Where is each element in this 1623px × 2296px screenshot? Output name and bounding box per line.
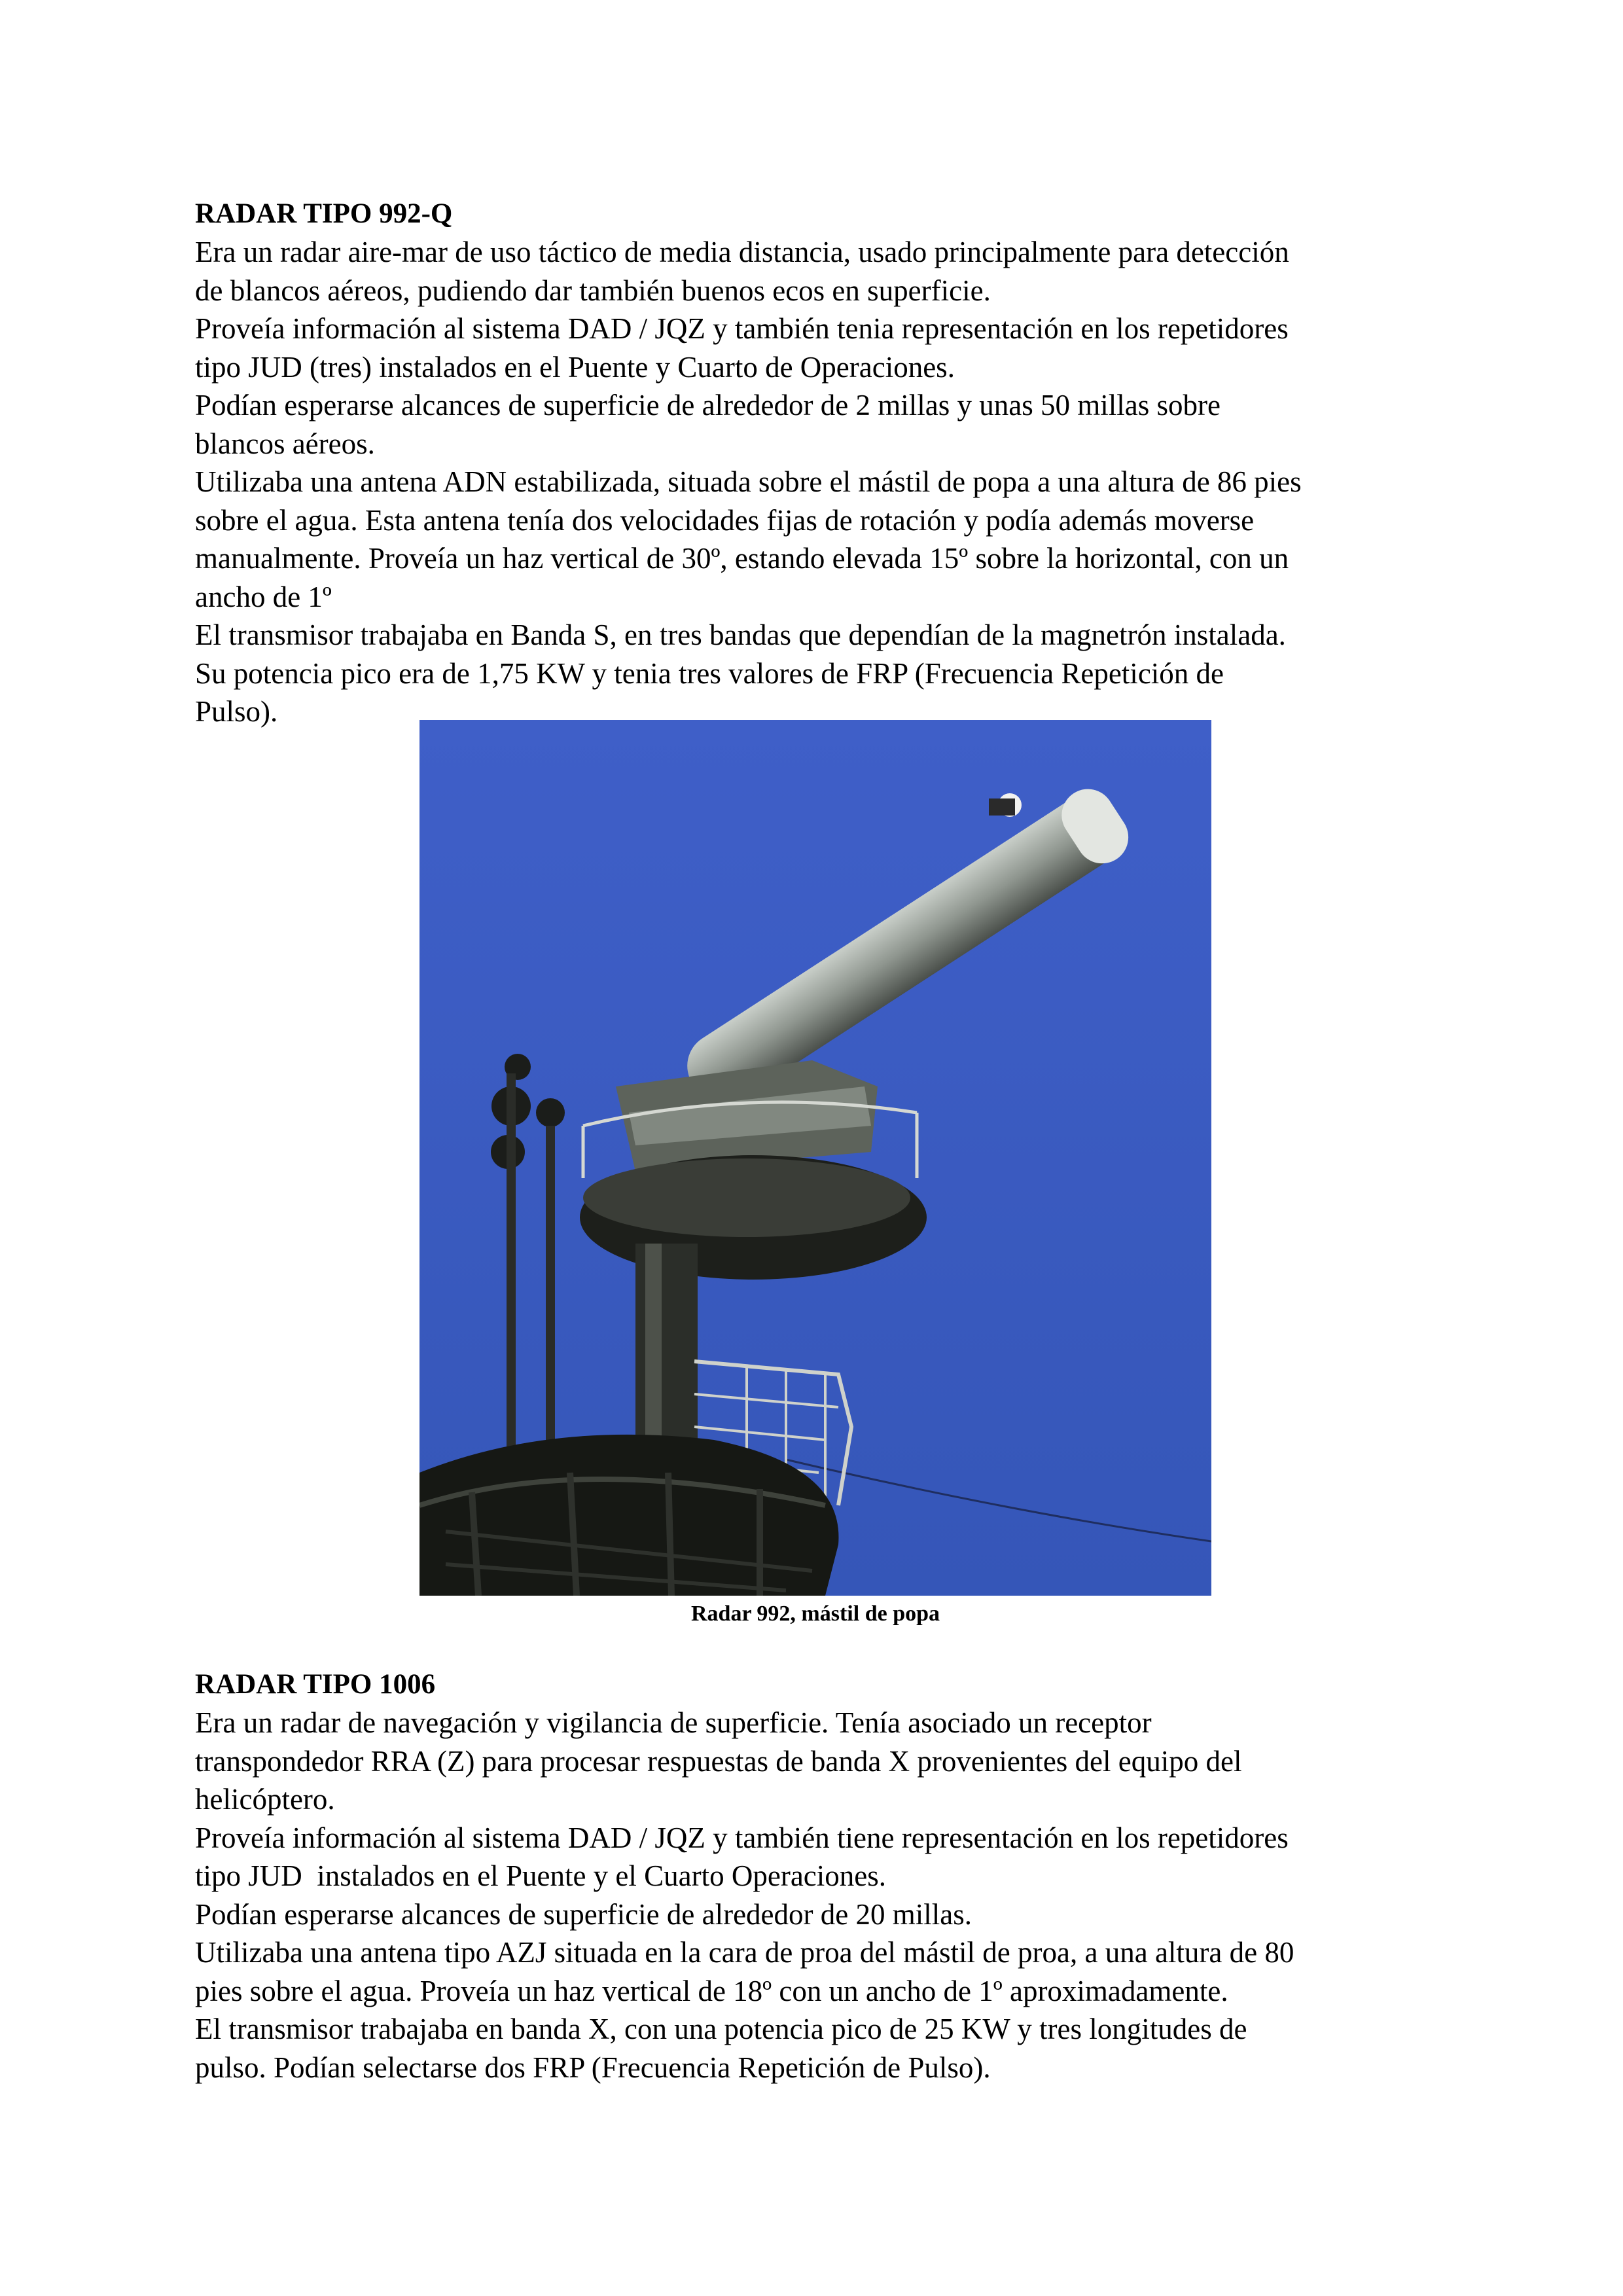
paragraph: Podían esperarse alcances de superficie de alrededor de 20 millas.: [195, 1897, 972, 1931]
section-heading: RADAR TIPO 1006: [195, 1669, 436, 1700]
figure-radar-992: [419, 720, 1211, 1628]
section-radar-992: [195, 195, 1438, 731]
paragraph: Era un radar de navegación y vigilancia de superficie. Tenía asociado un receptor transpondedor RRA (Z) para procesar respuestas de banda X provenientes del equipo del helicóptero.: [195, 1706, 1242, 1816]
paragraph: Utilizaba una antena tipo AZJ situada en la cara de proa del mástil de proa, a una altura de 80 pies sobre el agua. Proveía un haz vertical de 18º con un ancho de 1º aproximadamente.: [195, 1936, 1294, 2007]
paragraph: El transmisor trabajaba en banda X, con una potencia pico de 25 KW y tres longitudes de pulso. Podían selectarse dos FRP (Frecuencia Repetición de Pulso).: [195, 2013, 1247, 2084]
section-radar-1006: [195, 1666, 1438, 2087]
paragraph: Utilizaba una antena ADN estabilizada, situada sobre el mástil de popa a una altura de 86 pies sobre el agua. Esta antena tenía dos velocidades fijas de rotación y podía además moverse manualmente. Proveía un haz vertical de 30º, estando elevada 15º sobre la horizontal, con un ancho de 1º: [195, 465, 1302, 613]
section-heading: RADAR TIPO 992-Q: [195, 198, 453, 229]
paragraph: Era un radar aire-mar de uso táctico de media distancia, usado principalmente para detección de blancos aéreos, pudiendo dar también buenos ecos en superficie.: [195, 236, 1289, 307]
paragraph: Proveía información al sistema DAD / JQZ y también tenia representación en los repetidores tipo JUD (tres) instalados en el Puente y Cuarto de Operaciones.: [195, 312, 1289, 384]
paragraph: Podían esperarse alcances de superficie de alrededor de 2 millas y unas 50 millas sobre blancos aéreos.: [195, 389, 1221, 460]
paragraph: Proveía información al sistema DAD / JQZ y también tiene representación en los repetidores tipo JUD instalados en el Puente y el Cuarto Operaciones.: [195, 1821, 1289, 1892]
paragraph: El transmisor trabajaba en Banda S, en tres bandas que dependían de la magnetrón instalada. Su potencia pico era de 1,75 KW y tenia tres valores de FRP (Frecuencia Repetición de Pulso).: [195, 619, 1286, 728]
radar-mast-photo: [419, 720, 1211, 1596]
figure-caption: Radar 992, mástil de popa: [690, 1602, 940, 1626]
